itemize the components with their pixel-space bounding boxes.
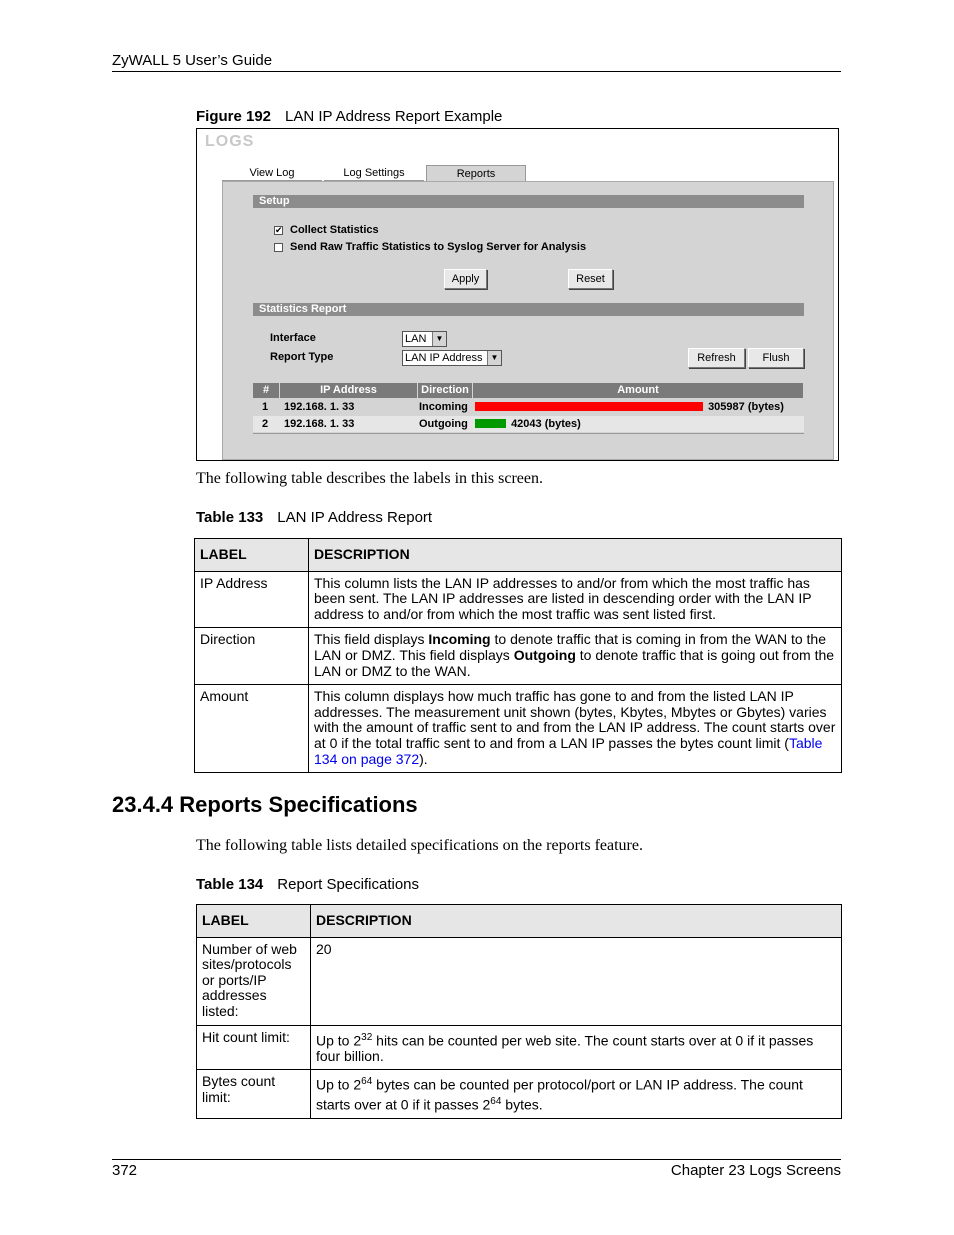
table134-title: Report Specifications xyxy=(277,876,420,893)
col-header-direction: Direction xyxy=(418,383,473,398)
text-run: ). xyxy=(419,750,428,767)
logs-logo: LOGS xyxy=(205,133,255,150)
logs-screenshot xyxy=(196,128,839,461)
row-description: 20 xyxy=(311,937,842,1025)
bold-term: Outgoing xyxy=(513,646,576,663)
page-number: 372 xyxy=(112,1162,138,1179)
table-row xyxy=(195,628,842,685)
row-amount xyxy=(473,399,804,415)
table-row xyxy=(253,399,804,415)
table-bottom-rule xyxy=(253,433,804,434)
table-row xyxy=(197,1025,842,1070)
interface-label: Interface xyxy=(270,332,316,344)
text-run: to denote traffic that is going out from the LAN or DMZ to the WAN. xyxy=(314,646,835,679)
refresh-button[interactable]: Refresh xyxy=(688,348,745,368)
text-run: bytes. xyxy=(501,1096,543,1113)
table133-caption xyxy=(196,509,432,526)
tab-view-log[interactable]: View Log xyxy=(222,165,322,181)
row-label: IP Address xyxy=(195,571,309,628)
col-header-label: LABEL xyxy=(197,905,311,938)
row-direction: Outgoing xyxy=(418,416,473,432)
row-ip-address: 192.168. 1. 33 xyxy=(284,401,355,413)
reports-panel xyxy=(222,181,834,460)
superscript: 64 xyxy=(361,1076,373,1088)
row-label: Bytes count limit: xyxy=(197,1070,311,1119)
text-run: hits can be counted per web site. The count starts over at 0 if it passes four billion. xyxy=(316,1032,814,1064)
row-direction: Incoming xyxy=(419,401,468,413)
table-row xyxy=(253,416,804,432)
apply-button[interactable]: Apply xyxy=(444,269,487,289)
collect-statistics-checkbox[interactable]: ✔ xyxy=(275,225,283,235)
section-heading: 23.4.4 Reports Specifications xyxy=(112,792,418,817)
statistics-report-bar: Statistics Report xyxy=(253,303,804,316)
interface-select[interactable] xyxy=(402,331,447,347)
row-label: Number of web sites/protocols or ports/IP addresses listed: xyxy=(197,937,311,1025)
col-header-label: LABEL xyxy=(195,539,309,572)
table133-label: Table 133 xyxy=(196,509,264,526)
tab-reports[interactable]: Reports xyxy=(426,165,526,181)
amount-bar xyxy=(475,419,506,428)
table134-label: Table 134 xyxy=(196,876,264,893)
bold-term: Incoming xyxy=(428,631,491,648)
row-description xyxy=(311,1070,842,1119)
amount-value: 305987 (bytes) xyxy=(708,401,784,413)
reset-button[interactable]: Reset xyxy=(568,269,613,289)
col-header-amount: Amount xyxy=(473,383,804,398)
table-header-row xyxy=(195,539,842,572)
flush-button[interactable]: Flush xyxy=(748,348,804,368)
table-header-row xyxy=(197,905,842,938)
table-133 xyxy=(194,538,842,773)
figure-caption xyxy=(196,108,502,125)
table-134 xyxy=(196,904,842,1119)
amount-value: 42043 (bytes) xyxy=(511,418,581,430)
report-type-label: Report Type xyxy=(270,351,334,363)
superscript: 32 xyxy=(361,1031,373,1043)
row-description xyxy=(311,1025,842,1070)
footer-rule xyxy=(112,1159,841,1160)
row-amount xyxy=(473,416,804,432)
row-description xyxy=(309,628,842,685)
text-run: This field displays xyxy=(314,631,429,648)
collect-statistics-label: Collect Statistics xyxy=(290,224,379,236)
col-header-number: # xyxy=(253,383,280,398)
text-run: bytes can be counted per protocol/port or LAN IP address. The count starts over at 0 if it passes 2 xyxy=(316,1077,803,1113)
figure-label: Figure 192 xyxy=(196,108,272,125)
table-134-link[interactable]: Table 134 on page 372 xyxy=(314,734,823,767)
row-ip-address: 192.168. 1. 33 xyxy=(280,416,418,432)
row-number: 1 xyxy=(262,401,269,413)
setup-bar: Setup xyxy=(253,195,804,208)
col-header-ip-address: IP Address xyxy=(280,383,418,398)
spec-intro-paragraph: The following table lists detailed specifications on the reports feature. xyxy=(196,837,643,854)
row-description xyxy=(309,685,842,773)
table133-title: LAN IP Address Report xyxy=(277,509,433,526)
table-row xyxy=(195,685,842,773)
col-header-description: DESCRIPTION xyxy=(309,539,842,572)
col-header-description: DESCRIPTION xyxy=(311,905,842,938)
text-run: This column displays how much traffic has gone to and from the listed LAN IP addresses. The measurement unit shown (bytes, Kbytes, Mbytes or Gbytes) varies with the amount of traffic sent to and from the LAN IP address. The count starts over at 0 if the total traffic sent to and from a LAN IP passes the bytes count limit ( xyxy=(314,688,836,751)
report-type-value: LAN IP Address xyxy=(405,352,483,364)
table-row xyxy=(197,937,842,1025)
row-description: This column lists the LAN IP addresses to and/or from which the most traffic has been sent. The LAN IP addresses are listed in descending order with the LAN IP address to and/or from which the most traffic was sent listed first. xyxy=(309,571,842,628)
header-rule xyxy=(112,71,841,72)
table-row xyxy=(197,1070,842,1119)
interface-value: LAN xyxy=(405,333,427,345)
intro-paragraph: The following table describes the labels in this screen. xyxy=(196,470,544,487)
row-number: 2 xyxy=(253,416,280,432)
table-row xyxy=(195,571,842,628)
figure-title: LAN IP Address Report Example xyxy=(285,108,503,125)
text-run: to denote traffic that is coming in from the WAN to the LAN or DMZ. This field displays xyxy=(314,631,827,663)
send-raw-checkbox[interactable] xyxy=(274,243,283,252)
text-run: Up to 2 xyxy=(316,1032,362,1049)
send-raw-label: Send Raw Traffic Statistics to Syslog Server for Analysis xyxy=(290,241,587,253)
chapter-title: Chapter 23 Logs Screens xyxy=(670,1162,841,1179)
chevron-down-icon: ▼ xyxy=(487,351,501,365)
table134-caption xyxy=(196,876,419,893)
row-label: Amount xyxy=(195,685,309,773)
text-run: Up to 2 xyxy=(316,1077,362,1094)
tab-log-settings[interactable]: Log Settings xyxy=(324,165,424,181)
running-header: ZyWALL 5 User’s Guide xyxy=(112,52,273,69)
superscript: 64 xyxy=(490,1095,502,1107)
amount-bar xyxy=(475,402,703,411)
row-label: Hit count limit: xyxy=(197,1025,311,1070)
report-type-select[interactable] xyxy=(402,350,502,366)
chevron-down-icon: ▼ xyxy=(432,332,446,346)
row-label: Direction xyxy=(195,628,309,685)
